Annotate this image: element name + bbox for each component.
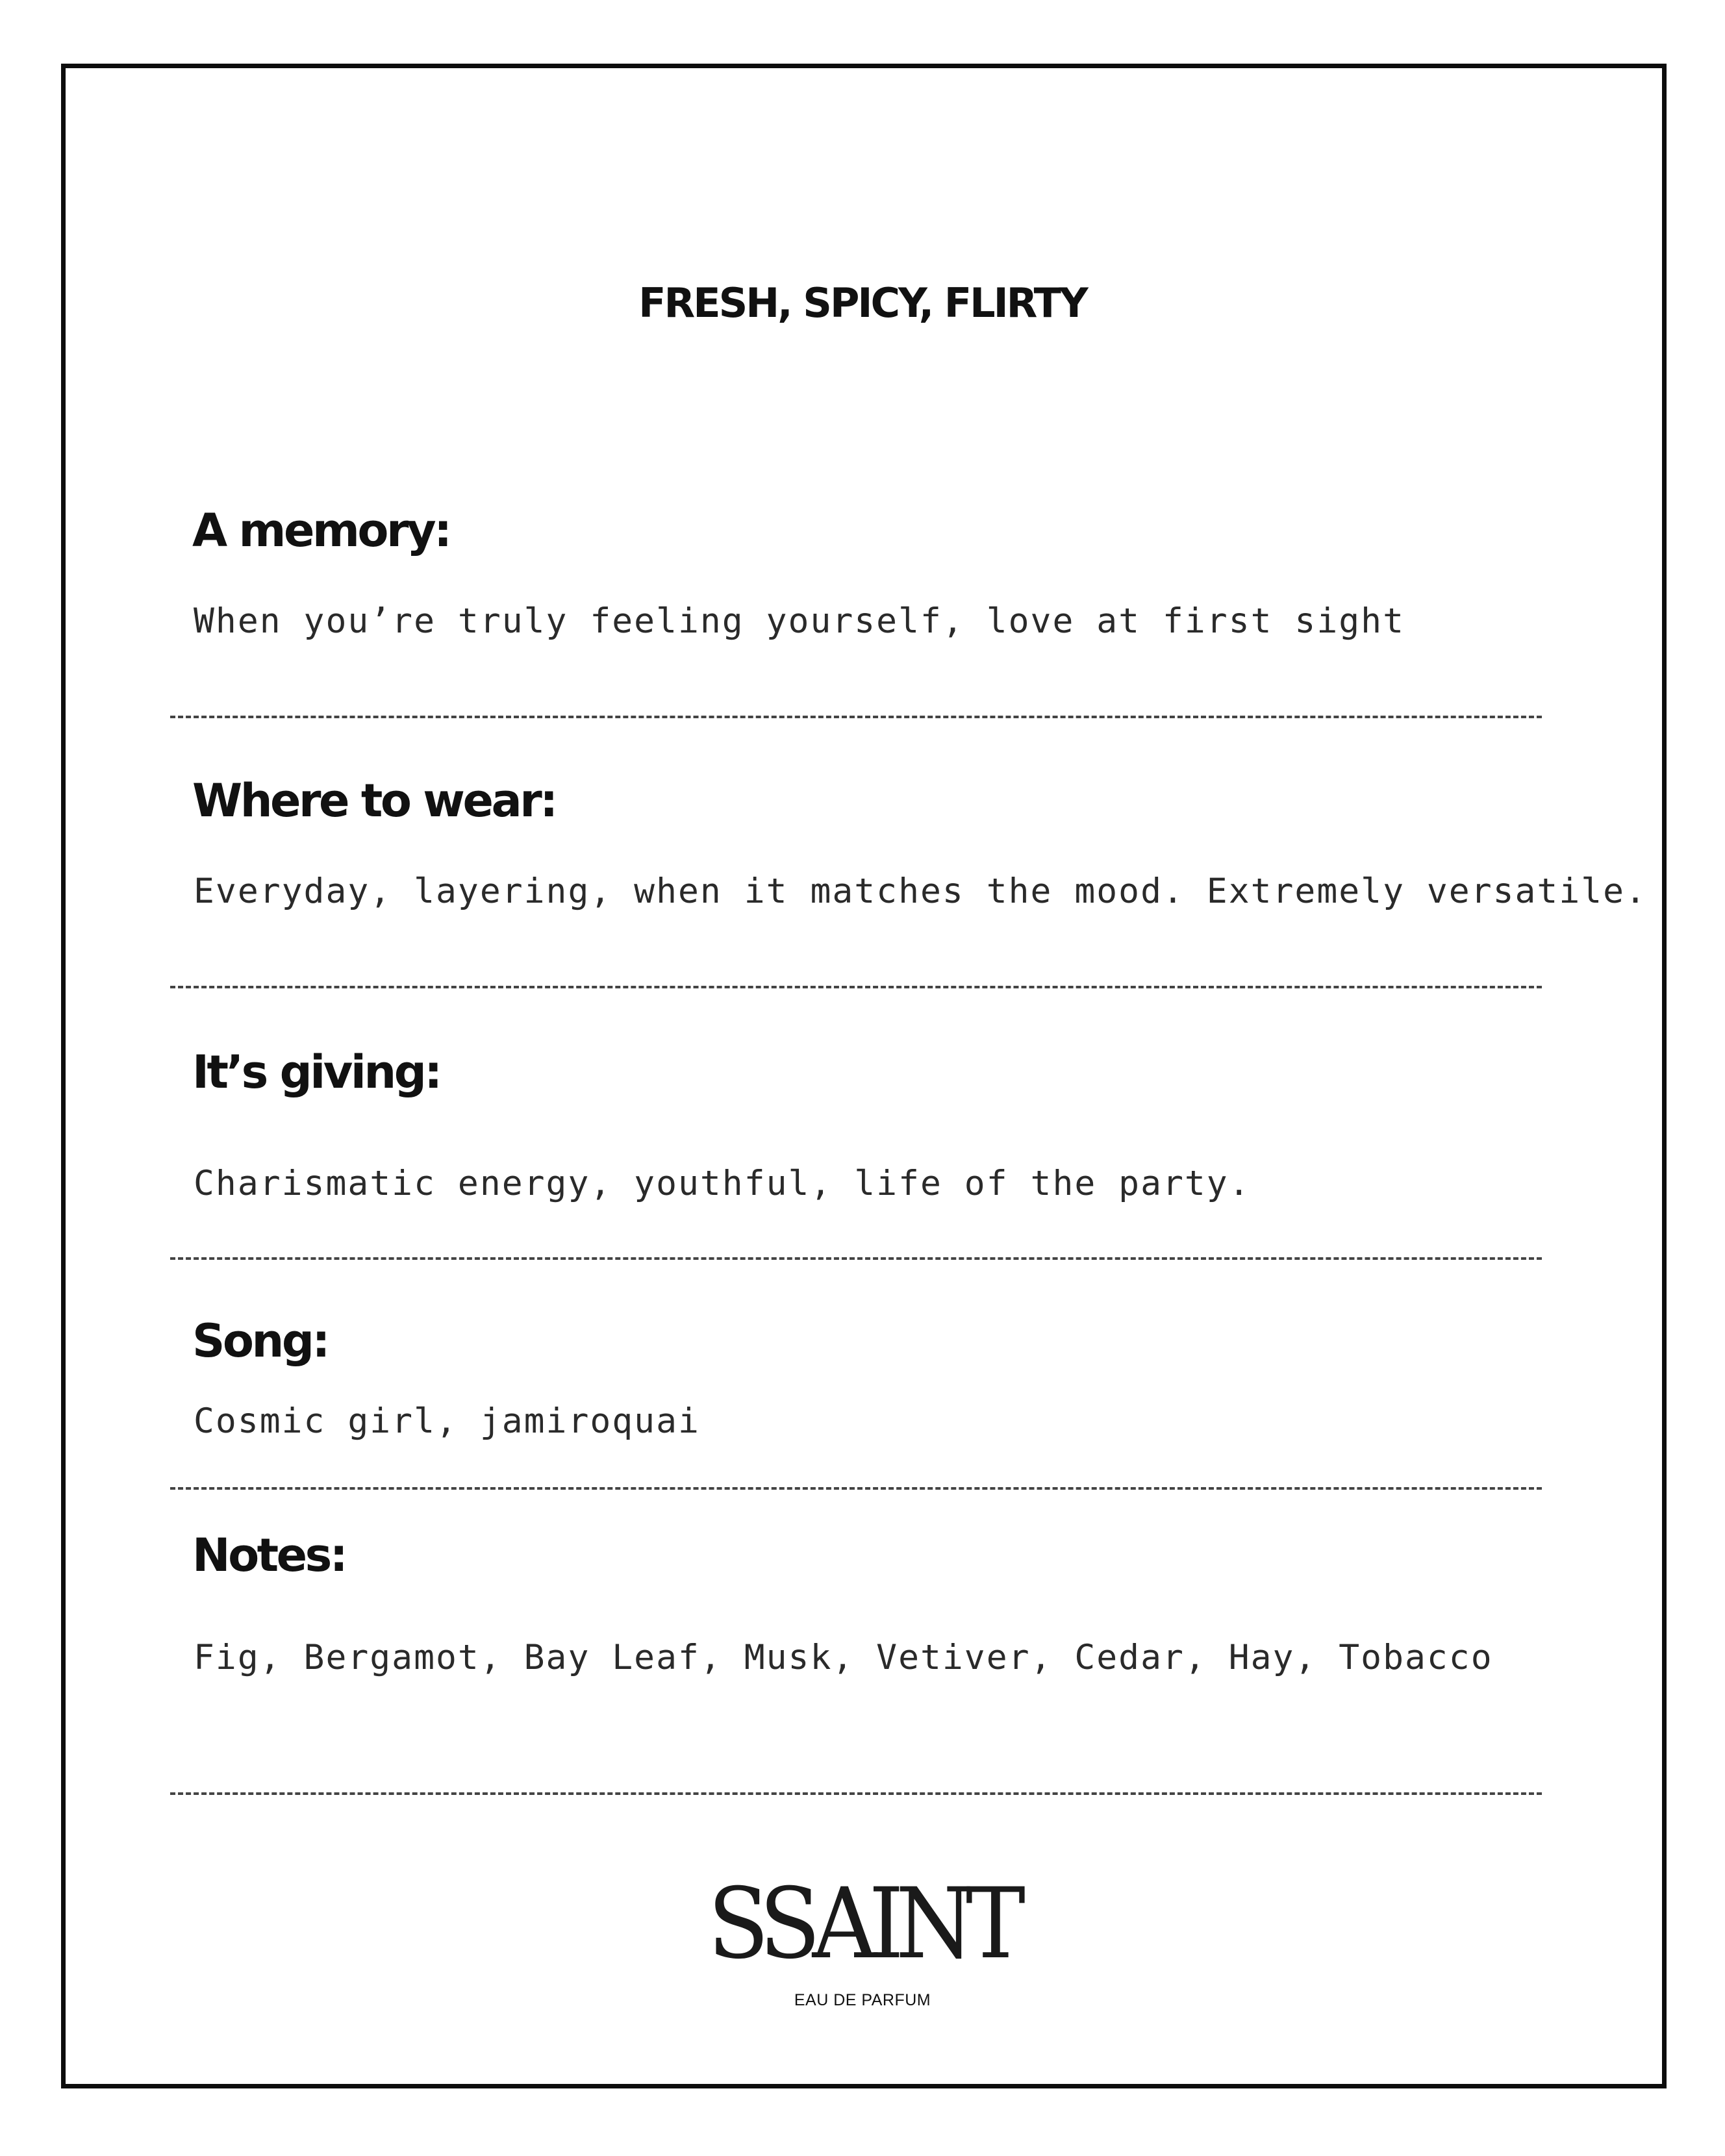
where-to-wear-text: Everyday, layering, when it matches the mood. Extremely versatile. bbox=[194, 871, 1647, 911]
divider bbox=[170, 1257, 1542, 1260]
brand-logo bbox=[0, 1868, 1725, 1981]
memory-text: When you’re truly feeling yourself, love at first sight bbox=[194, 601, 1405, 641]
page-title: FRESH, SPICY, FLIRTY bbox=[638, 279, 1087, 327]
brand-subtitle: EAU DE PARFUM bbox=[794, 1991, 931, 2009]
memory-heading: A memory: bbox=[192, 504, 450, 557]
notes-heading: Notes: bbox=[192, 1529, 346, 1582]
brand-logo-text: SSAINT bbox=[707, 1868, 1018, 1981]
divider bbox=[170, 1792, 1542, 1795]
where-to-wear-heading: Where to wear: bbox=[192, 774, 556, 827]
divider bbox=[170, 716, 1542, 718]
notes-text: Fig, Bergamot, Bay Leaf, Musk, Vetiver, Cedar, Hay, Tobacco bbox=[194, 1638, 1493, 1677]
divider bbox=[170, 1487, 1542, 1490]
its-giving-text: Charismatic energy, youthful, life of the party. bbox=[194, 1164, 1251, 1203]
divider bbox=[170, 986, 1542, 988]
its-giving-heading: It’s giving: bbox=[192, 1046, 440, 1099]
song-text: Cosmic girl, jamiroquai bbox=[194, 1401, 700, 1441]
song-heading: Song: bbox=[192, 1314, 328, 1368]
